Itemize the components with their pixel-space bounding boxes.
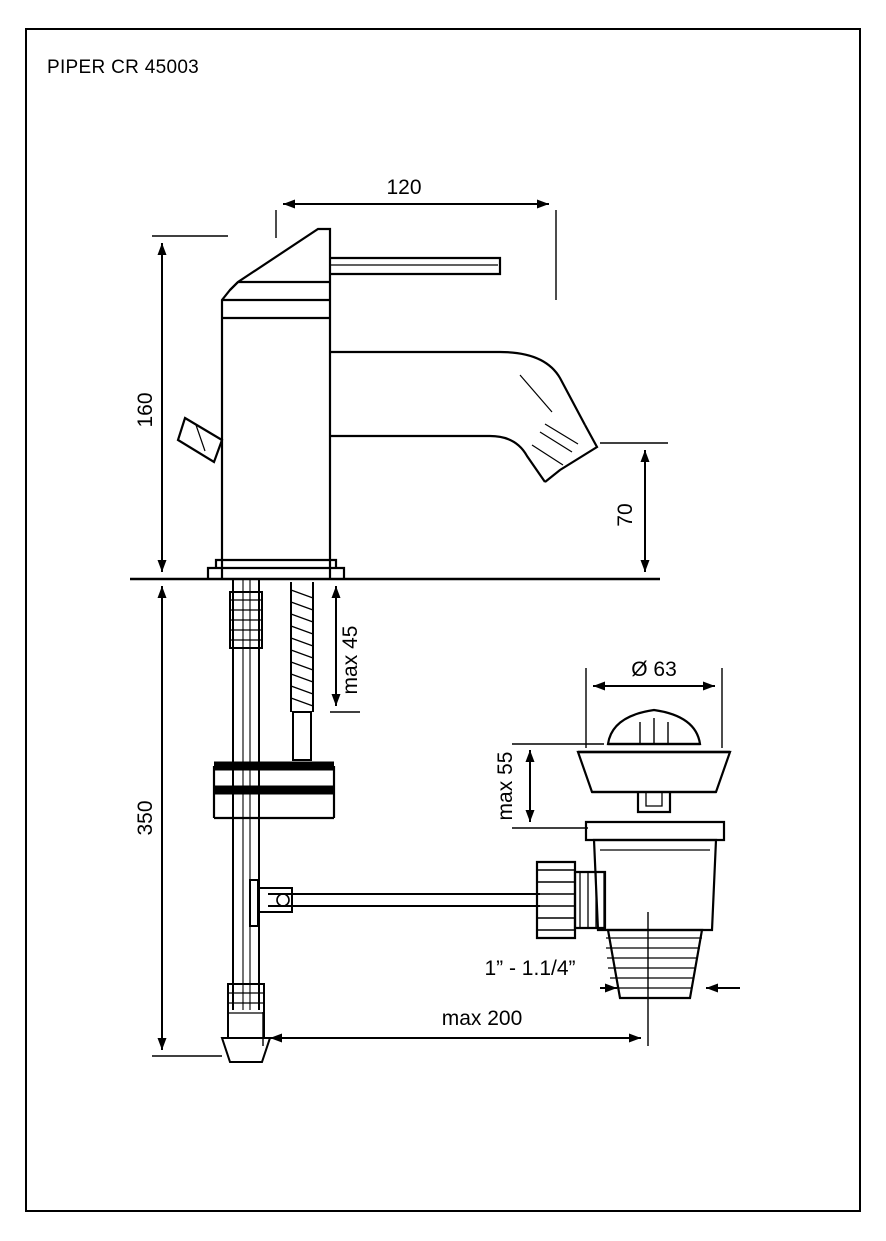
dim-160-label: 160 — [134, 392, 157, 428]
dim-350-label: 350 — [134, 800, 157, 836]
page-title: PIPER CR 45003 — [47, 57, 200, 78]
faucet-body — [130, 229, 660, 580]
dim-diam63-label: Ø 63 — [631, 658, 677, 681]
dim-120-label: 120 — [386, 176, 422, 199]
dimension-70 — [600, 443, 668, 572]
dim-max200-label: max 200 — [441, 1007, 523, 1030]
dimension-thread-size — [484, 957, 740, 988]
pop-up-waste — [537, 710, 730, 998]
dimension-160 — [134, 236, 228, 572]
dimension-max200 — [263, 912, 648, 1046]
dim-max55-label: max 55 — [494, 751, 517, 821]
dimension-max55 — [494, 744, 604, 828]
dim-max45-label: max 45 — [339, 625, 362, 695]
faucet-base-flange — [208, 560, 344, 579]
under-deck-assembly — [214, 580, 540, 1062]
dim-70-label: 70 — [614, 503, 637, 527]
dimension-350 — [134, 586, 222, 1056]
dim-thread-label: 1” - 1.1/4” — [484, 957, 576, 980]
dimension-max45 — [330, 586, 362, 712]
